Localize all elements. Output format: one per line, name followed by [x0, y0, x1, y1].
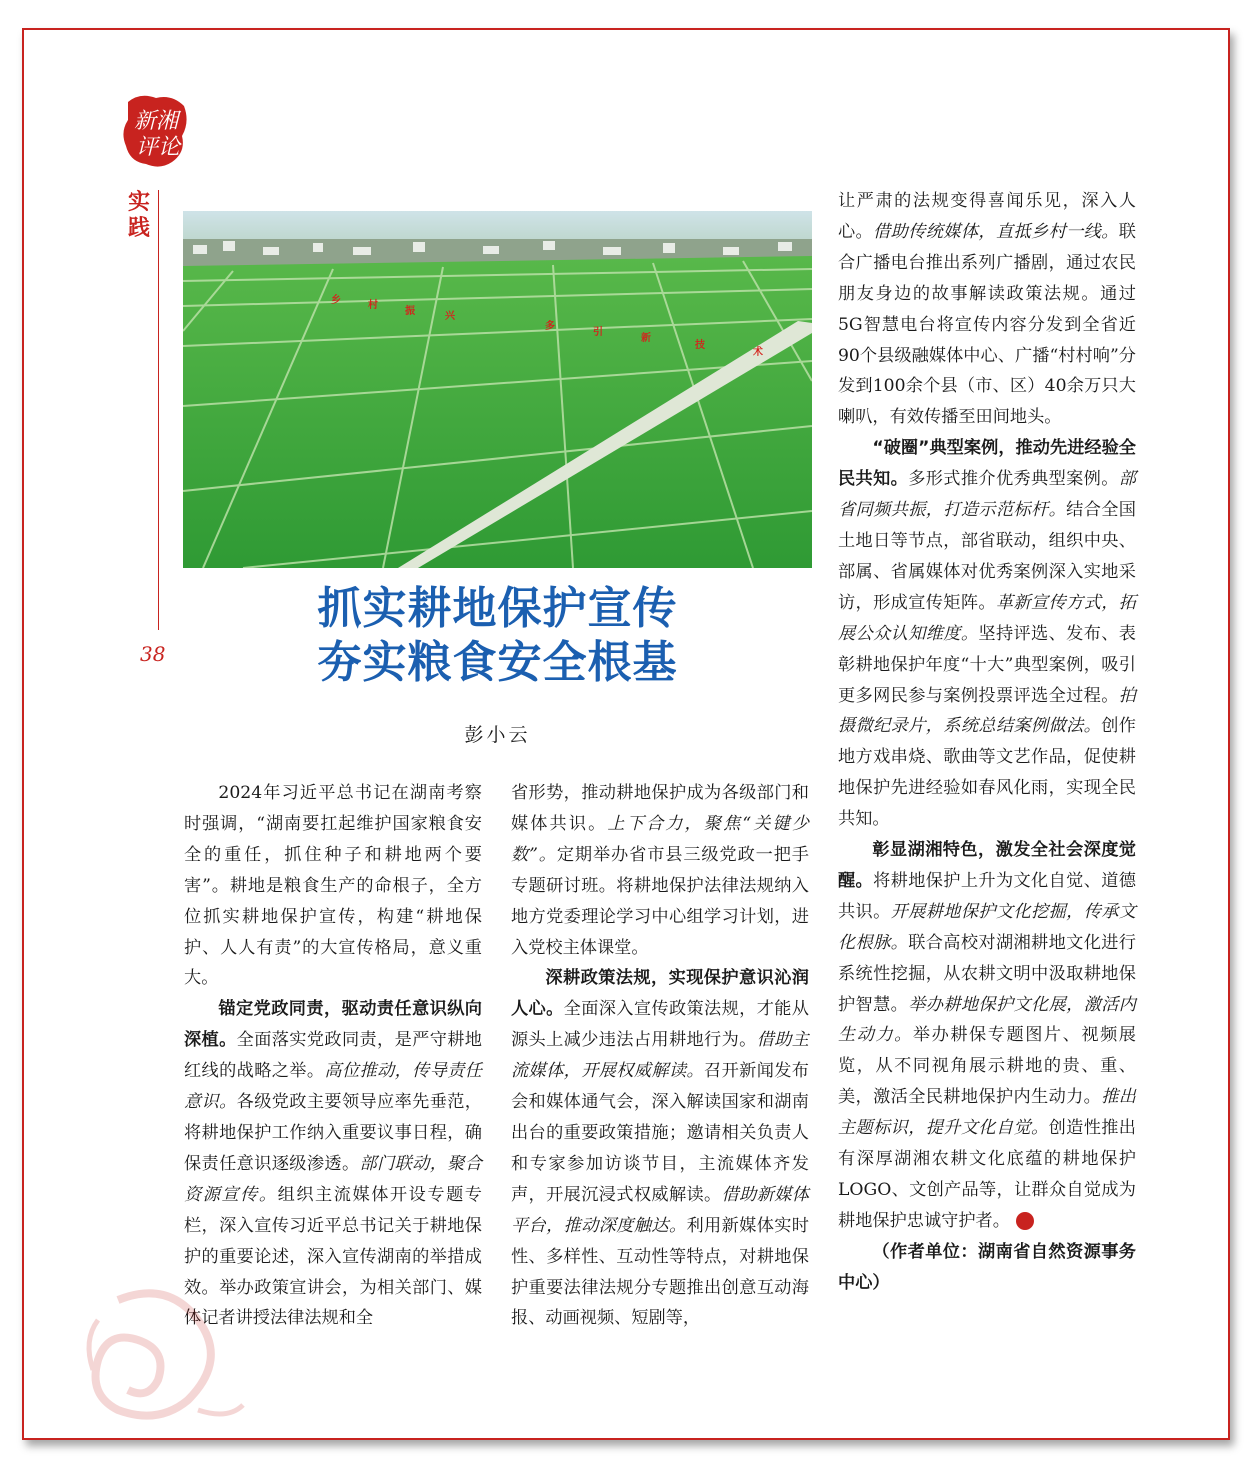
paragraph: “破圈”典型案例，推动先进经验全民共知。多形式推介优秀典型案例。部省同频共振，打造示范标杆。结合全国土地日等节点，部省联动，组织中央、部属、省属媒体对优秀案例深入实地采访，形成宣传矩阵。革新宣传方式，拓展公众认知维度。坚持评选、发布、表彰耕地保护年度“十大”典型案例，吸引更多网民参与案例投票评选全过程。拍摄微纪录片，系统总结案例做法。创作地方戏串烧、歌曲等文艺作品，促使耕地保护先进经验如春风化雨，实现全民共知。 [838, 438, 1136, 830]
svg-text:评论: 评论 [136, 135, 181, 160]
section-label: 实践 [127, 190, 150, 241]
decorative-phoenix-watermark [78, 1280, 248, 1430]
paragraph: 彰显湖湘特色，激发全社会深度觉醒。将耕地保护上升为文化自觉、道德共识。开展耕地保护文化挖掘，传承文化根脉。联合高校对湖湘耕地文化进行系统性挖掘，从农耕文明中汲取耕地保护智慧。举办耕地保护文化展，激活内生动力。举办耕保专题图片、视频展览，从不同视角展示耕地的贵、重、美，激活全民耕地保护内生动力。推出主题标识，提升文化自觉。创造性推出有深厚湖湘农耕文化底蕴的耕地保护LOGO、文创产品等，让群众自觉成为耕地保护忠诚守护者。 [838, 840, 1136, 1231]
slogan-char: 技 [695, 340, 705, 351]
paragraph: 深耕政策法规，实现保护意识沁润人心。全面深入宣传政策法规，才能从源头上减少违法占用耕地行为。借助主流媒体，开展权威解读。召开新闻发布会和媒体通气会，深入解读国家和湖南出台的重要政策措施；邀请相关负责人和专家参加访谈节目，主流媒体齐发声，开展沉浸式权威解读。借助新媒体平台，推动深度触达。利用新媒体实时性、多样性、互动性等特点，对耕地保护重要法律法规分专题推出创意互动海报、动画视频、短剧等， [511, 968, 809, 1329]
end-mark-icon [1016, 1212, 1034, 1230]
body-column-3 [838, 186, 1136, 1299]
svg-text:新湘: 新湘 [134, 109, 179, 134]
title-line-2: 夯实粮食安全根基 [317, 637, 678, 688]
author-affiliation: （作者单位：湖南省自然资源事务中心） [838, 1241, 1136, 1293]
paragraph: 让严肃的法规变得喜闻乐见，深入人心。借助传统媒体，直抵乡村一线。联合广播电台推出系列广播剧，通过农民朋友身边的故事解读政策法规。通过5G智慧电台将宣传内容分发到全省近90个县级融媒体中心、广播“村村响”分发到100余个县（市、区）40余万只大喇叭，有效传播至田间地头。 [838, 191, 1136, 428]
body-column-1 [184, 778, 482, 1334]
section-divider [158, 190, 159, 630]
slogan-char: 多 [545, 321, 555, 332]
paragraph-heading: 深耕政策法规，实现保护意识沁润人心。 [511, 968, 809, 1020]
field-photo [183, 211, 812, 568]
paragraph-heading: 锚定党政同责，驱动责任意识纵向深植。 [184, 999, 482, 1051]
paragraph-heading: “破圈”典型案例，推动先进经验全民共知。 [838, 438, 1136, 490]
slogan-char: 村 [368, 300, 378, 311]
slogan-char: 兴 [445, 311, 455, 322]
slogan-char: 振 [405, 306, 415, 317]
body-column-2 [511, 778, 809, 1334]
title-line-1: 抓实耕地保护宣传 [317, 583, 678, 634]
paragraph: 2024年习近平总书记在湖南考察时强调，“湖南要扛起维护国家粮食安全的重任，抓住种子和耕地两个要害”。耕地是粮食生产的命根子，全方位抓实耕地保护宣传，构建“耕地保护、人人有责”的大宣传格局，意义重大。 [184, 783, 482, 989]
article-title [183, 582, 812, 690]
magazine-logo [120, 92, 192, 172]
paragraph: 省形势，推动耕地保护成为各级部门和媒体共识。上下合力，聚焦“关键少数”。定期举办省市县三级党政一把手专题研讨班。将耕地保护法律法规纳入地方党委理论学习中心组学习计划，进入党校主体课堂。 [511, 783, 809, 958]
slogan-char: 引 [593, 327, 603, 338]
paragraph: 锚定党政同责，驱动责任意识纵向深植。全面落实党政同责，是严守耕地红线的战略之举。高位推动，传导责任意识。各级党政主要领导应率先垂范，将耕地保护工作纳入重要议事日程，确保责任意识逐级渗透。部门联动，聚合资源宣传。组织主流媒体开设专题专栏，深入宣传习近平总书记关于耕地保护的重要论述，深入宣传湖南的举措成效。举办政策宣讲会，为相关部门、媒体记者讲授法律法规和全 [184, 999, 482, 1329]
author-name: 彭小云 [464, 724, 531, 746]
page-number: 38 [140, 642, 166, 666]
slogan-char: 乡 [331, 295, 341, 306]
slogan-char: 新 [641, 333, 651, 344]
paragraph-heading: 彰显湖湘特色，激发全社会深度觉醒。 [838, 840, 1136, 891]
slogan-char: 术 [753, 347, 763, 358]
